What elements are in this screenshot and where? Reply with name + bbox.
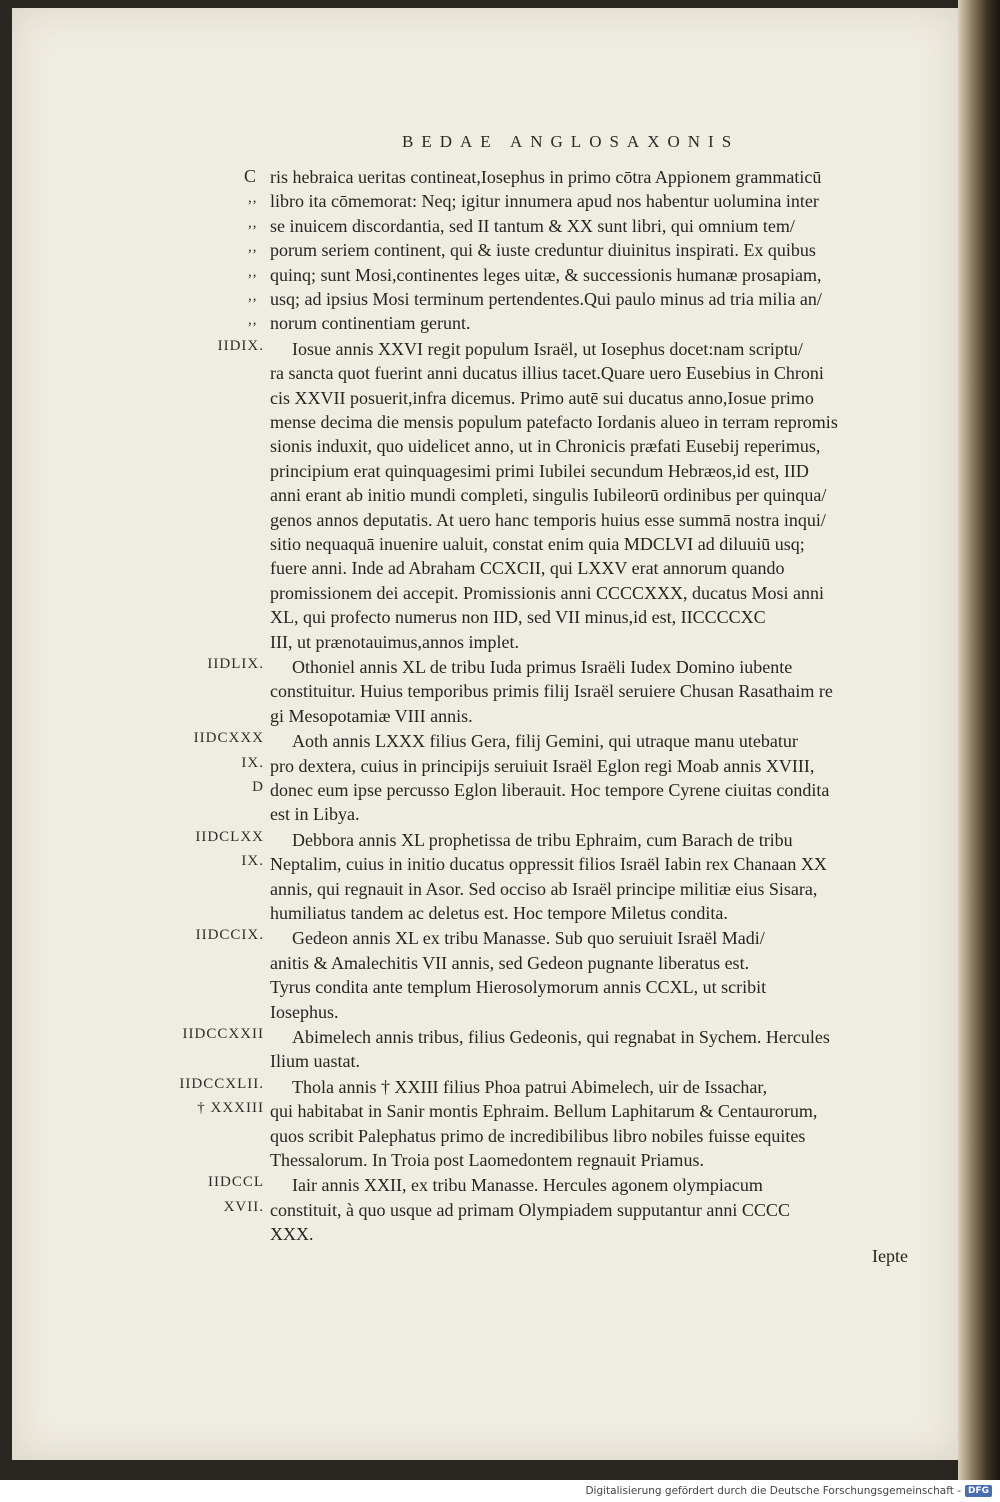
line-text: Aoth annis LXXX filius Gera, filij Gemini, qui utraque manu utebatur xyxy=(292,731,798,752)
text-line xyxy=(12,927,958,951)
line-text: donec eum ipse percusso Eglon liberauit. Hoc tempore Cyrene ciuitas condita xyxy=(270,780,830,800)
line-text: porum seriem continent, qui & iuste creduntur diuinitus inspirati. Ex quibus xyxy=(270,240,816,261)
text-line xyxy=(12,1050,958,1074)
margin-note: IX. xyxy=(241,754,264,771)
line-text: norum continentiam gerunt. xyxy=(270,313,471,334)
text-line xyxy=(12,1026,958,1050)
line-text: mense decima die mensis populum patefacto Iordanis alueo in terram repromis xyxy=(270,412,838,432)
text-line xyxy=(12,1149,958,1173)
text-line xyxy=(12,680,958,704)
margin-note: IIDIX. xyxy=(217,337,264,354)
line-text: Tyrus condita ante templum Hierosolymorum annis CCXL, ut scribit xyxy=(270,977,767,998)
text-line xyxy=(12,779,958,803)
text-line xyxy=(12,829,958,853)
line-text: Gedeon annis XL ex tribu Manasse. Sub quo seruiuit Israël Madi/ xyxy=(292,928,765,949)
margin-note: IIDCLXX xyxy=(195,828,264,845)
line-text: III, ut prænotauimus,annos implet. xyxy=(270,631,519,652)
text-line xyxy=(12,484,958,508)
book-page xyxy=(12,8,958,1460)
line-text: Iosephus. xyxy=(270,1001,339,1022)
text-line xyxy=(12,264,958,288)
margin-note: ,, xyxy=(248,239,258,256)
text-line xyxy=(12,435,958,459)
text-line xyxy=(12,878,958,902)
line-text: fuere anni. Inde ad Abraham CCXCII, qui LXXV erat annorum quando xyxy=(270,558,785,579)
text-line xyxy=(12,730,958,754)
text-line xyxy=(12,312,958,336)
line-text: ris hebraica ueritas contineat,Iosephus in primo cōtra Appionem grammaticū xyxy=(270,167,822,187)
line-text: Iosue annis XXVI regit populum Israël, ut Iosephus docet:nam scriptu/ xyxy=(292,338,803,359)
line-text: usq; ad ipsius Mosi terminum pertendentes.Qui paulo minus ad tria milia an/ xyxy=(270,289,822,309)
text-line xyxy=(12,606,958,630)
text-line xyxy=(12,166,958,190)
text-line xyxy=(12,631,958,655)
text-line xyxy=(12,902,958,926)
line-text: Thessalorum. In Troia post Laomedontem regnauit Priamus. xyxy=(270,1150,704,1170)
line-text: anni erant ab initio mundi completi, singulis Iubileorū ordinibus per quinqua/ xyxy=(270,485,827,506)
book-binding-edge xyxy=(958,0,1000,1480)
line-text: ra sancta quot fuerint anni ducatus illius tacet.Quare uero Eusebius in Chroni xyxy=(270,363,824,384)
text-line xyxy=(12,1199,958,1223)
text-line xyxy=(12,1076,958,1100)
text-line xyxy=(12,460,958,484)
line-text: pro dextera, cuius in principijs seruiuit Israël Eglon regi Moab annis XVIII, xyxy=(270,755,815,776)
line-text: cis XXVII posuerit,infra dicemus. Primo autē sui ducatus anno,Iosue primo xyxy=(270,387,814,408)
text-line xyxy=(12,1001,958,1025)
line-text: Ilium uastat. xyxy=(270,1051,360,1072)
text-line xyxy=(12,1100,958,1124)
text-line xyxy=(12,387,958,411)
footer-credit: Digitalisierung gefördert durch die Deutsche Forschungsgemeinschaft - xyxy=(585,1485,961,1497)
line-text: quinq; sunt Mosi,continentes leges uitæ, & successionis humanæ prosapiam, xyxy=(270,264,822,285)
text-line xyxy=(12,976,958,1000)
margin-note: IIDCCXXII xyxy=(182,1026,264,1042)
margin-note: ,, xyxy=(248,312,258,329)
margin-note: ,, xyxy=(248,263,258,280)
line-text: annis, qui regnauit in Asor. Sed occiso ab Israël principe militiæ eius Sisara, xyxy=(270,878,818,899)
line-text: genos annos deputatis. At uero hanc temporis huius esse summā nostra inqui/ xyxy=(270,509,826,530)
line-text: qui habitabat in Sanir montis Ephraim. Bellum Laphitarum & Centaurorum, xyxy=(270,1101,818,1122)
text-line xyxy=(12,509,958,533)
line-text: Debbora annis XL prophetissa de tribu Ephraim, cum Barach de tribu xyxy=(292,829,793,850)
line-text: Neptalim, cuius in initio ducatus oppressit filios Israël Iabin rex Chanaan XX xyxy=(270,854,827,875)
text-line xyxy=(12,656,958,680)
line-text: libro ita cōmemorat: Neq; igitur innumera apud nos habentur uolumina inter xyxy=(270,191,819,212)
text-line xyxy=(12,557,958,581)
running-head: BEDAE ANGLOSAXONIS xyxy=(402,132,740,151)
margin-note: D xyxy=(252,779,264,795)
text-line xyxy=(12,533,958,557)
line-text: promissionem dei accepit. Promissionis anni CCCCXXX, ducatus Mosi anni xyxy=(270,582,824,603)
text-line xyxy=(12,1174,958,1198)
line-text: quos scribit Palephatus primo de incredibilibus libro nobiles fuisse equites xyxy=(270,1125,806,1146)
text-line xyxy=(12,1223,958,1247)
margin-note: IIDLIX. xyxy=(207,656,264,672)
text-line xyxy=(12,338,958,362)
text-line xyxy=(12,853,958,877)
line-text: XL, qui profecto numerus non IID, sed VII minus,id est, IICCCCXC xyxy=(270,607,766,628)
line-text: Iair annis XXII, ex tribu Manasse. Hercules agonem olympiacum xyxy=(292,1175,763,1196)
text-line xyxy=(12,362,958,386)
line-text: Abimelech annis tribus, filius Gedeonis, qui regnabat in Sychem. Hercules xyxy=(292,1027,830,1047)
margin-note: ,, xyxy=(248,190,258,207)
text-line xyxy=(12,288,958,312)
text-line xyxy=(12,952,958,976)
text-line xyxy=(12,1125,958,1149)
text-line xyxy=(12,239,958,263)
margin-note: ,, xyxy=(248,288,258,304)
line-text: sionis induxit, quo uidelicet anno, ut in Chronicis præfati Eusebij reperimus, xyxy=(270,436,821,457)
line-text: gi Mesopotamiæ VIII annis. xyxy=(270,705,473,726)
margin-note: XVII. xyxy=(223,1198,264,1215)
line-text: humiliatus tandem ac deletus est. Hoc tempore Miletus condita. xyxy=(270,903,728,923)
line-text: Othoniel annis XL de tribu Iuda primus Israëli Iudex Domino iubente xyxy=(292,657,793,677)
line-text: anitis & Amalechitis VII annis, sed Gedeon pugnante liberatus est. xyxy=(270,952,750,973)
text-line xyxy=(12,582,958,606)
dfg-logo: DFG xyxy=(965,1485,992,1497)
margin-note: IIDCCXLII. xyxy=(179,1075,264,1092)
margin-note: IIDCCL xyxy=(208,1174,264,1191)
line-text: constituit, à quo usque ad primam Olympiadem supputantur anni CCCC xyxy=(270,1199,790,1220)
line-text: est in Libya. xyxy=(270,804,360,825)
text-line xyxy=(12,705,958,729)
margin-note: IIDCCIX. xyxy=(195,927,264,944)
line-text: constituitur. Huius temporibus primis filij Israël seruiere Chusan Rasathaim re xyxy=(270,681,833,702)
text-line xyxy=(12,755,958,779)
line-text: Thola annis † XXIII filius Phoa patrui Abimelech, uir de Issachar, xyxy=(292,1076,768,1097)
text-line xyxy=(12,411,958,435)
line-text: sitio nequaquā inuenire ualuit, constat enim quia MDCLVI ad diluuiū usq; xyxy=(270,534,805,554)
line-text: XXX. xyxy=(270,1224,314,1245)
line-text: se inuicem discordantia, sed II tantum & XX sunt libri, qui omnium tem/ xyxy=(270,215,795,236)
margin-note: IIDCXXX xyxy=(193,730,264,747)
margin-note: C xyxy=(244,166,258,186)
text-line xyxy=(12,215,958,239)
text-line xyxy=(12,803,958,827)
text-line xyxy=(12,190,958,214)
margin-note: IX. xyxy=(241,853,264,870)
margin-note: † XXXIII xyxy=(197,1100,264,1117)
line-text: principium erat quinquagesimi primi Iubilei secundum Hebræos,id est, IID xyxy=(270,460,809,481)
catchword: Iepte xyxy=(872,1246,908,1266)
margin-note: ,, xyxy=(248,214,258,231)
footer-bar xyxy=(0,1480,1000,1502)
